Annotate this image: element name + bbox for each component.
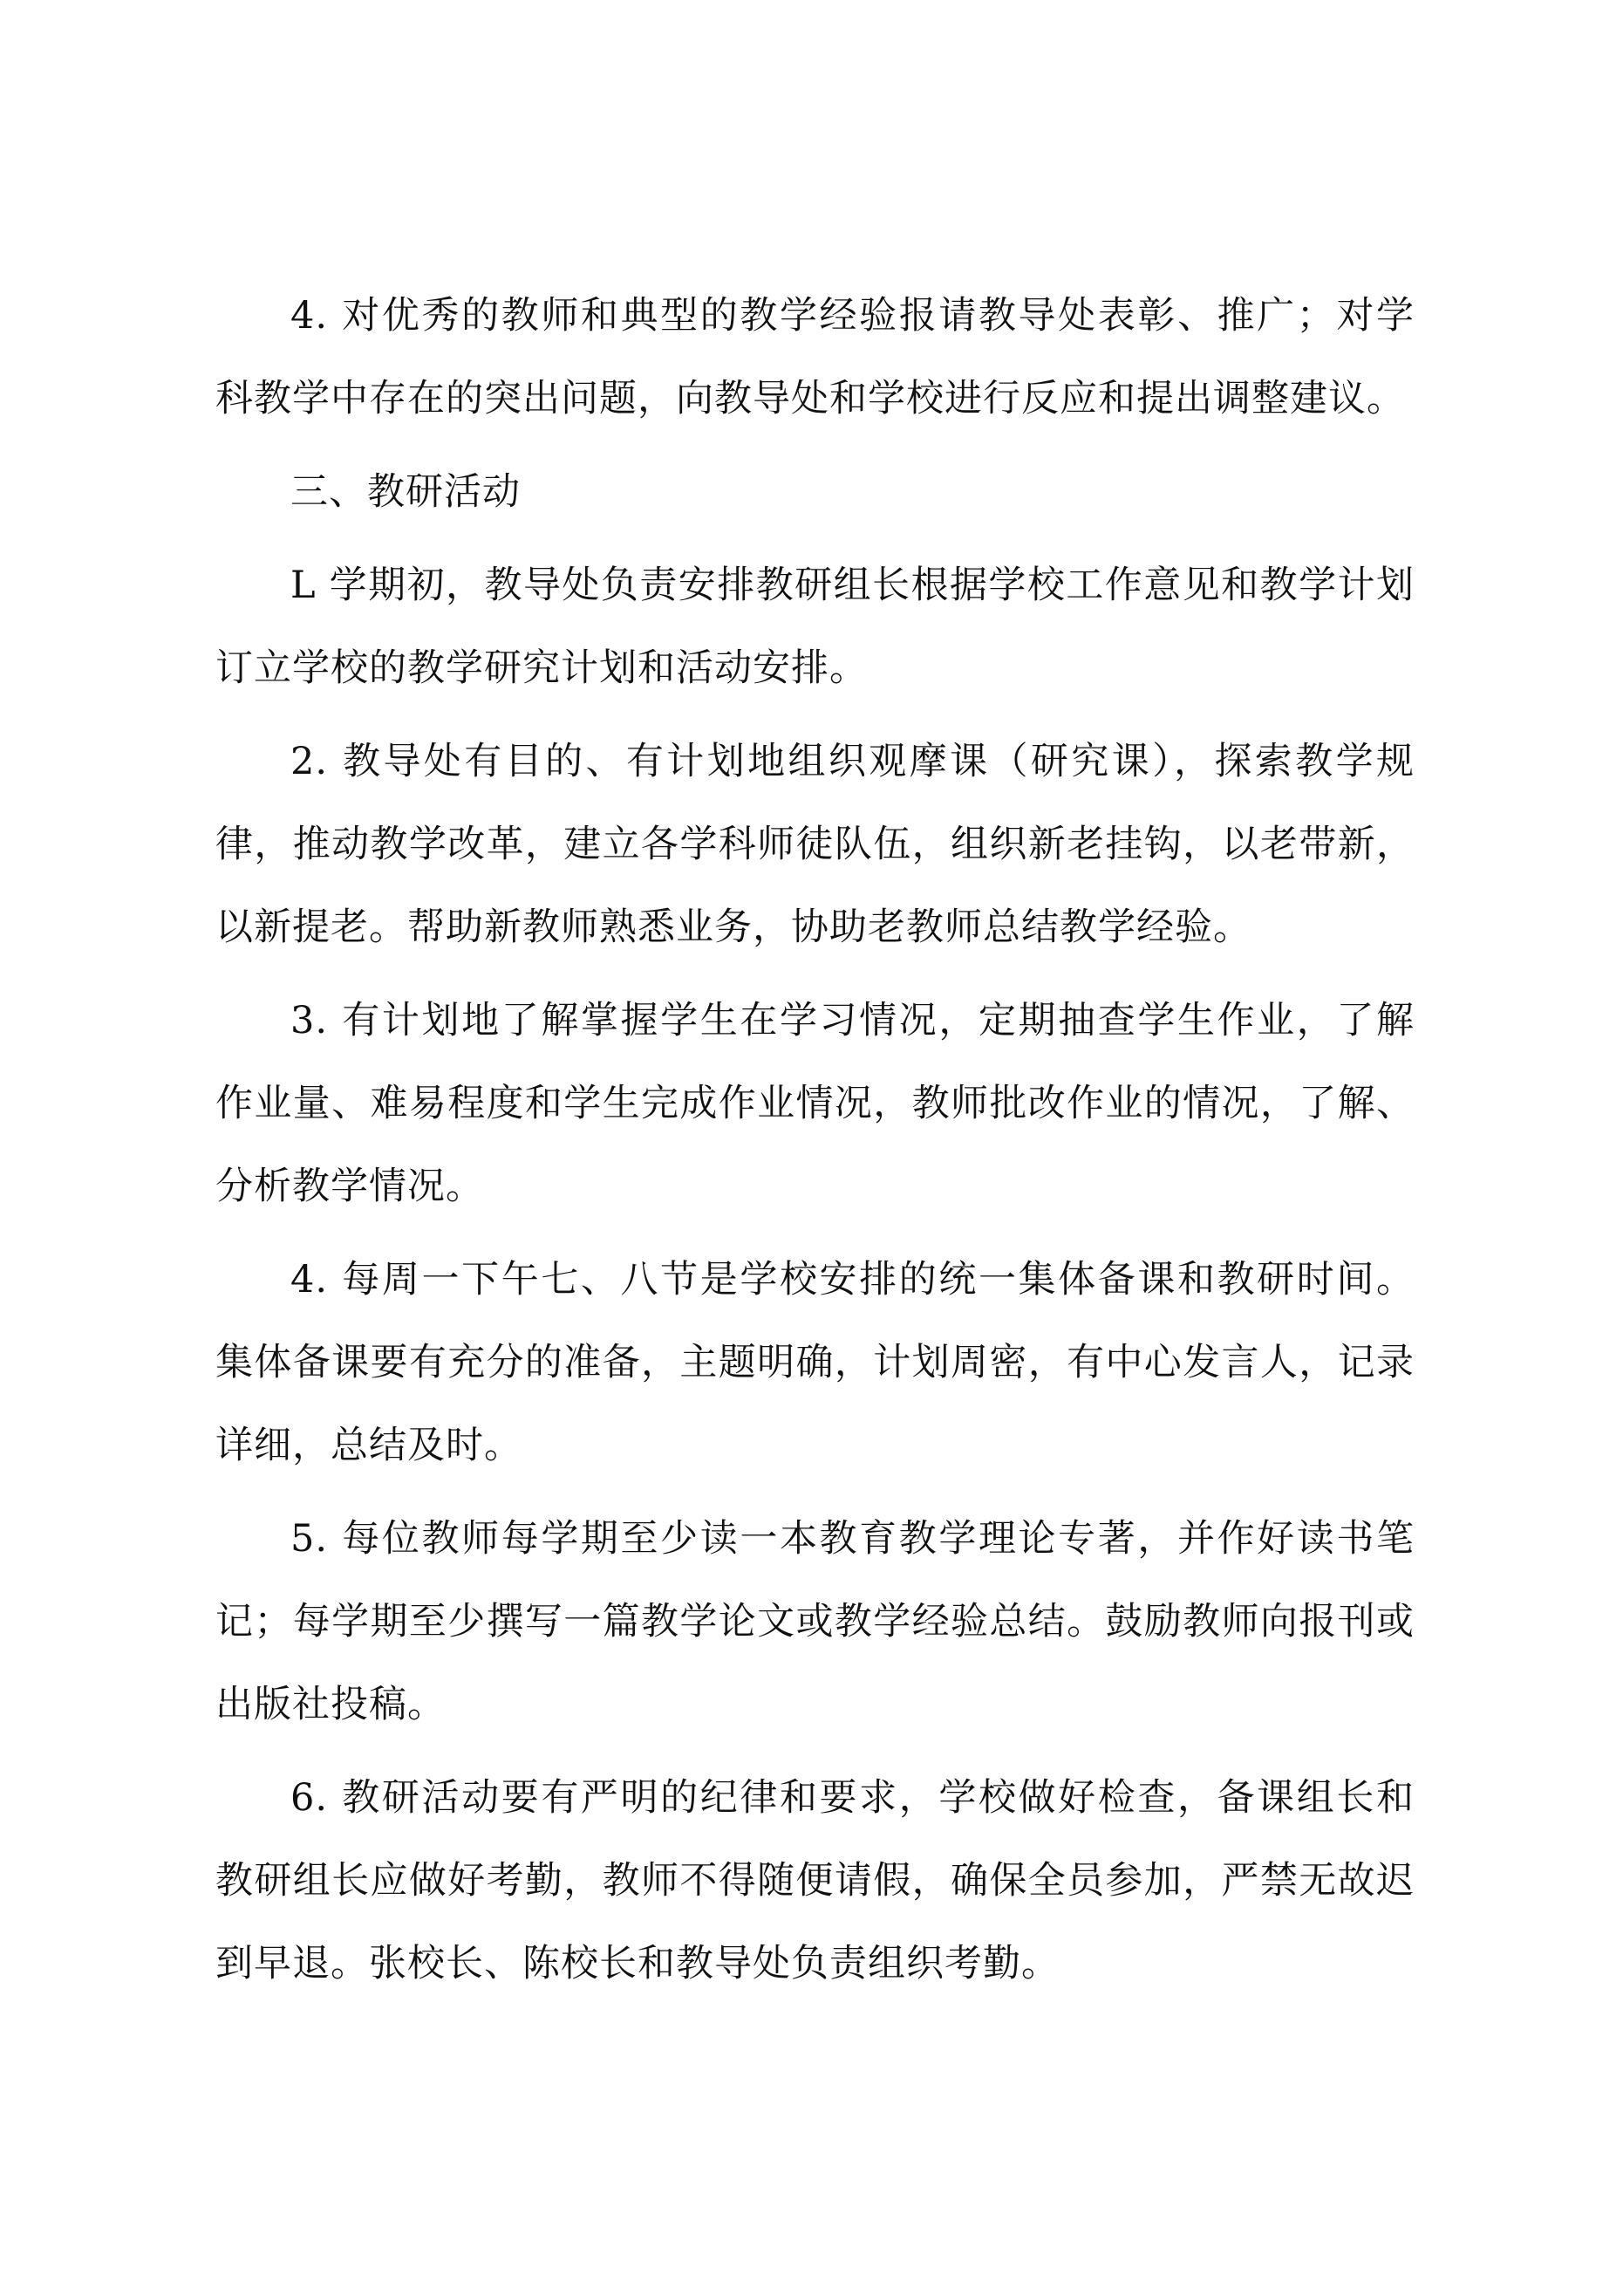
paragraph-item-5-reading: 5. 每位教师每学期至少读一本教育教学理论专著，并作好读书笔记；每学期至少撰写一篇教学论文或教学经验总结。鼓励教师向报刊或出版社投稿。 [215, 1517, 1415, 1726]
paragraph-item-4-group-prep: 4. 每周一下午七、八节是学校安排的统一集体备课和教研时间。集体备课要有充分的准备，主题明确，计划周密，有中心发言人，记录详细，总结及时。 [215, 1258, 1415, 1467]
paragraph-item-6-discipline: 6. 教研活动要有严明的纪律和要求，学校做好检查，备课组长和教研组长应做好考勤，教师不得随便请假，确保全员参加，严禁无故迟到早退。张校长、陈校长和教导处负责组织考勤。 [215, 1776, 1415, 1985]
document-body [215, 275, 1415, 2016]
paragraph-item-2-demo-lessons: 2. 教导处有目的、有计划地组织观摩课（研究课），探索教学规律，推动教学改革，建立各学科师徒队伍，组织新老挂钩，以老带新，以新提老。帮助新教师熟悉业务，协助老教师总结教学经验。 [215, 740, 1415, 949]
paragraph-item-1-semester-plan: L 学期初，教导处负责安排教研组长根据学校工作意见和教学计划订立学校的教学研究计划和活动安排。 [215, 564, 1415, 690]
paragraph-item-3-homework-check: 3. 有计划地了解掌握学生在学习情况，定期抽查学生作业，了解作业量、难易程度和学生完成作业情况，教师批改作业的情况，了解、分析教学情况。 [215, 999, 1415, 1208]
paragraph-item-4-commendation: 4. 对优秀的教师和典型的教学经验报请教导处表彰、推广；对学科教学中存在的突出问题，向教导处和学校进行反应和提出调整建议。 [215, 294, 1415, 420]
section-heading-teaching-research: 三、教研活动 [290, 470, 521, 514]
